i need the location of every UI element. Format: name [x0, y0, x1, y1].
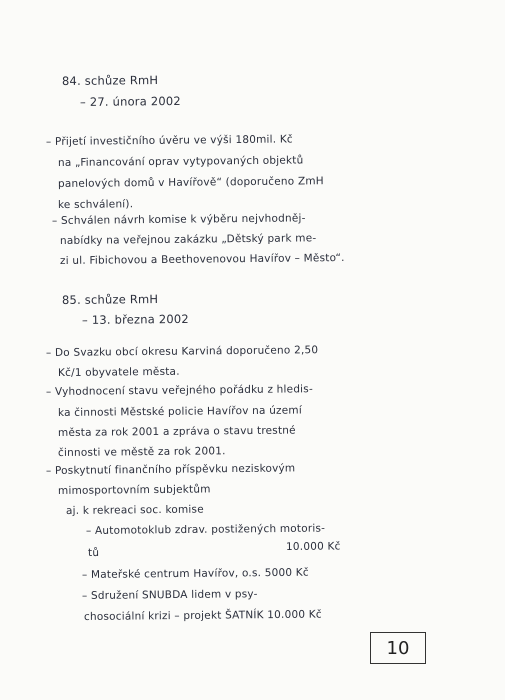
note-line: – Přijetí investičního úvěru ve výši 180mil. Kč [45, 133, 293, 148]
note-line: tů [87, 546, 100, 559]
note-line: ka činnosti Městské policie Havířov na území [57, 404, 303, 419]
note-line: nabídky na veřejnou zakázku „Dětský park me- [59, 232, 317, 247]
note-line: – Schválen návrh komise k výběru nejvhodněj- [51, 212, 306, 227]
note-line: – Automotoklub zdrav. postižených motoris- [85, 522, 326, 537]
note-line: činnosti ve městě za rok 2001. [57, 445, 226, 459]
session-84-title: 84. schůze RmH [61, 72, 159, 88]
note-line: ke schválení). [57, 198, 134, 211]
note-line: panelových domů v Havířově“ (doporučeno ZmH [57, 175, 324, 190]
page-number: 10 [386, 637, 410, 659]
note-line: aj. k rekreaci soc. komise [65, 503, 204, 517]
note-amount: 10.000 Kč [285, 540, 341, 553]
note-line: města za rok 2001 a zpráva o stavu trestné [57, 424, 296, 439]
note-line: – Poskytnutí finančního příspěvku neziskovým [45, 462, 296, 477]
note-line: – Do Svazku obcí okresu Karviná doporučeno 2,50 [45, 344, 319, 359]
session-85-date: – 13. března 2002 [81, 311, 189, 327]
session-84-date: – 27. února 2002 [79, 93, 181, 109]
note-line: – Mateřské centrum Havířov, o.s. 5000 Kč [81, 566, 309, 581]
note-line: chosociální krizi – projekt ŠATNÍK 10.000 Kč [83, 608, 322, 623]
note-line: na „Financování oprav vytypovaných objektů [57, 154, 304, 169]
note-line: – Sdružení SNUBDA lidem v psy- [81, 588, 258, 602]
note-line: – Vyhodnocení stavu veřejného pořádku z hledis- [45, 383, 314, 398]
page-number-box [370, 632, 426, 664]
note-line: Kč/1 obyvatele města. [57, 365, 180, 379]
note-line: mimosportovním subjektům [57, 483, 211, 497]
note-line: zi ul. Fibichovou a Beethovenovou Havířov – Město“. [59, 252, 345, 267]
session-85-title: 85. schůze RmH [61, 291, 159, 307]
